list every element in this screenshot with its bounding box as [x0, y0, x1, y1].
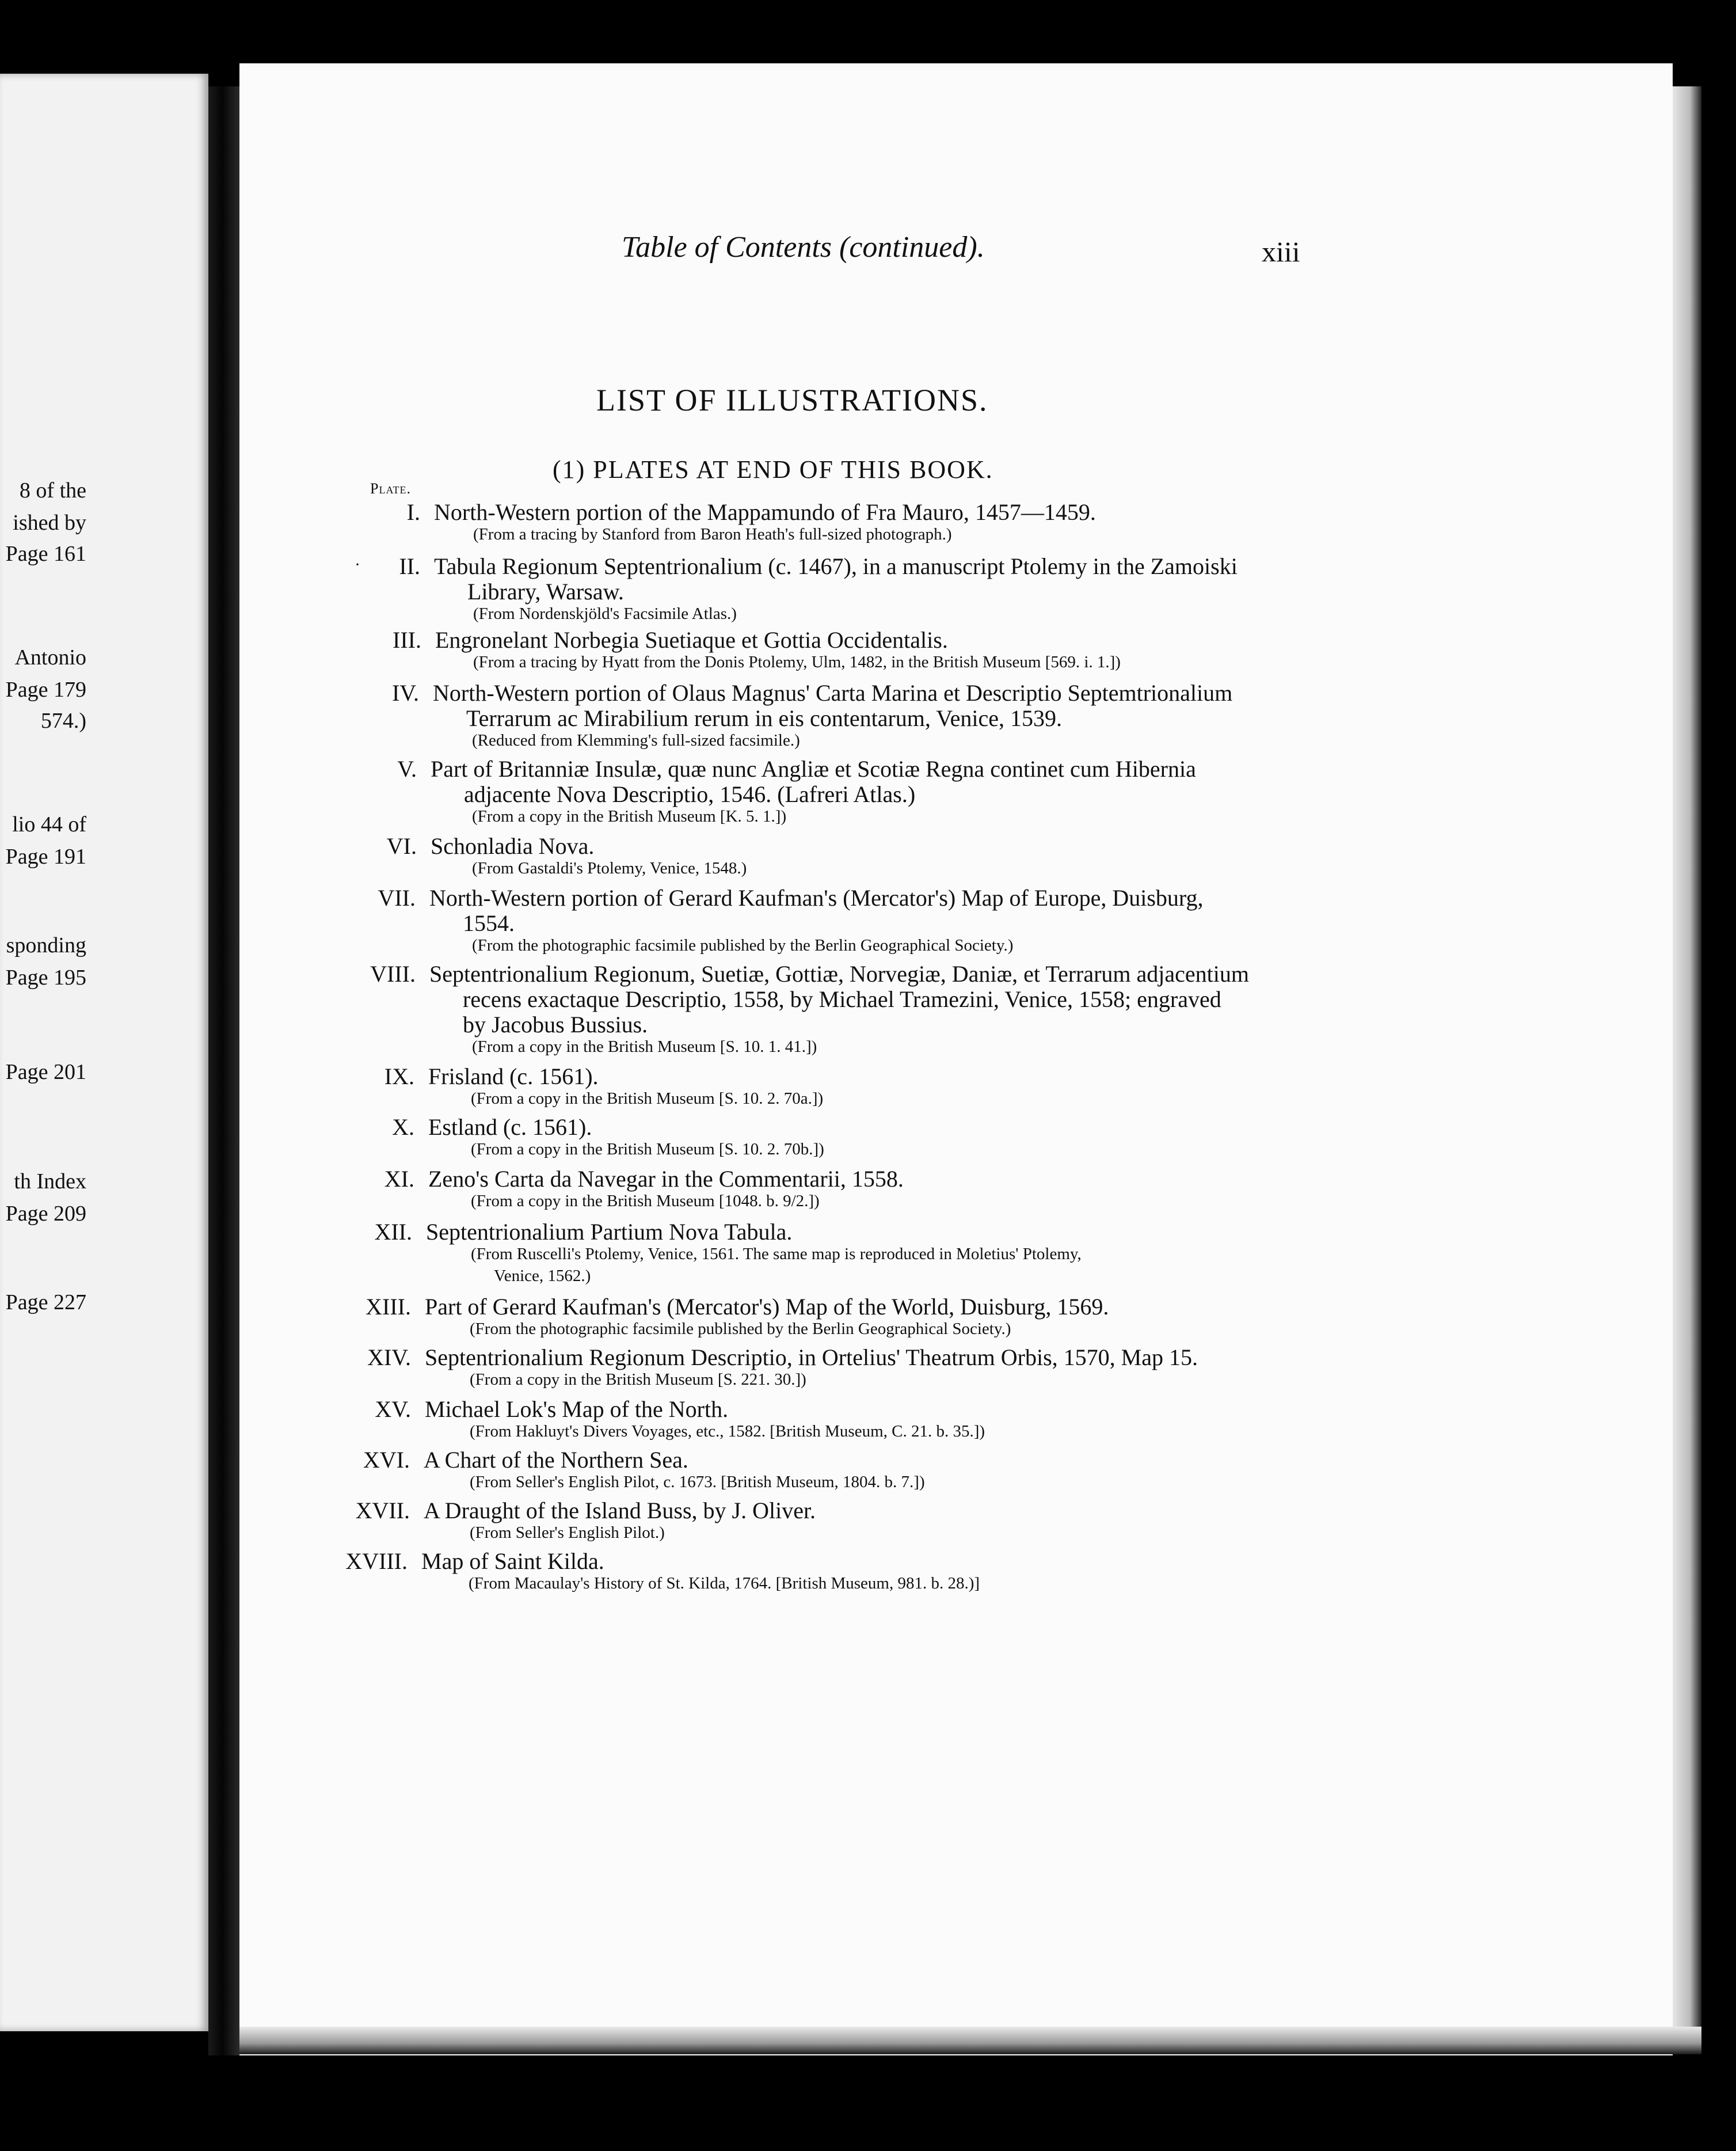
plate-source-note: (From a tracing by Stanford from Baron Heath's full-sized photograph.): [473, 525, 952, 544]
left-page-line: Page 201: [5, 1060, 86, 1084]
plate-title-line: Map of Saint Kilda.: [421, 1548, 604, 1574]
left-page-line: Page 195: [5, 966, 86, 990]
plate-number: XII.: [374, 1219, 412, 1245]
plate-title-line: North-Western portion of Olaus Magnus' Carta Marina et Descriptio Septemtrionalium: [433, 680, 1233, 706]
plate-title-line: recens exactaque Descriptio, 1558, by Michael Tramezini, Venice, 1558; engraved: [463, 986, 1221, 1012]
plate-title-line: Frisland (c. 1561).: [428, 1063, 599, 1089]
plate-title-line: Zeno's Carta da Navegar in the Commentarii, 1558.: [428, 1166, 904, 1192]
plate-title-line: by Jacobus Bussius.: [463, 1012, 648, 1038]
plate-number: XIII.: [366, 1294, 411, 1320]
plate-source-note: (From Macaulay's History of St. Kilda, 1764. [British Museum, 981. b. 28.)]: [469, 1574, 980, 1593]
left-page-line: ished by: [13, 511, 86, 535]
page-edge-bottom: [239, 2027, 1701, 2054]
plate-title-line: A Chart of the Northern Sea.: [424, 1447, 688, 1473]
plate-source-note: (From Seller's English Pilot, c. 1673. [British Museum, 1804. b. 7.]): [470, 1473, 925, 1491]
plate-title-line: 1554.: [463, 910, 515, 936]
plate-source-note: (From a copy in the British Museum [S. 10. 1. 41.]): [472, 1038, 817, 1056]
plate-title-line: Septentrionalium Regionum, Suetiæ, Gottiæ, Norvegiæ, Daniæ, et Terrarum adjacentium: [429, 961, 1250, 987]
left-page-line: Antonio: [14, 645, 86, 670]
left-page-edge: [0, 74, 208, 2031]
page-number: xiii: [1262, 235, 1300, 268]
margin-mark: ·: [355, 555, 360, 574]
plate-number: VI.: [386, 833, 417, 859]
plate-number: V.: [397, 756, 417, 782]
plate-number: XI.: [384, 1166, 414, 1192]
plate-source-note: (From the photographic facsimile published by the Berlin Geographical Society.): [470, 1320, 1011, 1338]
plate-number: XVI.: [363, 1447, 410, 1473]
plate-source-note: (From a tracing by Hyatt from the Donis Ptolemy, Ulm, 1482, in the British Museum [569. i. 1.]): [473, 653, 1121, 671]
plate-number: VII.: [378, 885, 416, 911]
left-page-line: 574.): [40, 709, 86, 733]
plate-number: XVIII.: [345, 1548, 408, 1574]
plate-title-line: Part of Britanniæ Insulæ, quæ nunc Angliæ et Scotiæ Regna continet cum Hibernia: [431, 756, 1196, 782]
left-page-line: Page 191: [5, 845, 86, 869]
plate-number: VIII.: [370, 961, 416, 987]
left-page-line: Page 161: [5, 542, 86, 566]
plate-title-line: Library, Warsaw.: [467, 579, 624, 605]
plate-number: XIV.: [367, 1344, 411, 1370]
plate-source-note: (From a copy in the British Museum [K. 5. 1.]): [472, 807, 787, 826]
left-page-text: [0, 74, 208, 2031]
plate-source-note: (From a copy in the British Museum [S. 10. 2. 70b.]): [471, 1140, 824, 1158]
running-header-title: Table of Contents (continued).: [622, 231, 985, 264]
plate-source-note: (From Ruscelli's Ptolemy, Venice, 1561. The same map is reproduced in Moletius' Ptolemy,: [471, 1245, 1082, 1263]
plate-number: X.: [392, 1114, 414, 1140]
plate-title-line: Schonladia Nova.: [431, 833, 595, 859]
left-page-line: lio 44 of: [12, 812, 86, 837]
plate-title-line: North-Western portion of the Mappamundo of Fra Mauro, 1457—1459.: [434, 499, 1096, 525]
plate-title-line: adjacente Nova Descriptio, 1546. (Lafreri Atlas.): [464, 781, 916, 807]
plate-source-note: Venice, 1562.): [494, 1267, 591, 1285]
right-page: [239, 63, 1673, 2055]
left-page-line: th Index: [14, 1169, 86, 1194]
left-page-line: Page 179: [5, 678, 86, 702]
plate-title-line: Septentrionalium Regionum Descriptio, in Ortelius' Theatrum Orbis, 1570, Map 15.: [425, 1344, 1198, 1370]
left-page-line: Page 209: [5, 1202, 86, 1226]
plate-number: III.: [393, 627, 421, 653]
plate-number: IX.: [384, 1063, 414, 1089]
plate-column-label: Plate.: [370, 480, 411, 497]
plate-source-note: (From Nordenskjöld's Facsimile Atlas.): [473, 605, 737, 623]
plate-title-line: A Draught of the Island Buss, by J. Oliver.: [424, 1498, 816, 1523]
plate-title-line: Tabula Regionum Septentrionalium (c. 1467), in a manuscript Ptolemy in the Zamoiski: [434, 553, 1238, 579]
plate-title-line: Engronelant Norbegia Suetiaque et Gottia Occidentalis.: [435, 627, 948, 653]
plate-title-line: Terrarum ac Mirabilium rerum in eis contentarum, Venice, 1539.: [466, 705, 1063, 731]
plate-source-note: (From the photographic facsimile published by the Berlin Geographical Society.): [472, 936, 1014, 955]
plate-source-note: (From Seller's English Pilot.): [470, 1523, 665, 1542]
page-edge-right: [1673, 86, 1701, 2032]
plate-title-line: North-Western portion of Gerard Kaufman's (Mercator's) Map of Europe, Duisburg,: [429, 885, 1204, 911]
plate-source-note: (From a copy in the British Museum [S. 221. 30.]): [470, 1370, 806, 1389]
plate-number: XVII.: [355, 1498, 410, 1523]
plate-number: II.: [399, 553, 420, 579]
subsection-heading: (1) PLATES AT END OF THIS BOOK.: [553, 455, 993, 484]
left-page-line: sponding: [6, 933, 86, 957]
plate-number: IV.: [391, 680, 419, 706]
plate-title-line: Estland (c. 1561).: [428, 1114, 592, 1140]
plate-title-line: Septentrionalium Partium Nova Tabula.: [426, 1219, 793, 1245]
section-heading: LIST OF ILLUSTRATIONS.: [596, 383, 988, 417]
plate-source-note: (From a copy in the British Museum [1048. b. 9/2.]): [471, 1192, 820, 1210]
plate-source-note: (From Hakluyt's Divers Voyages, etc., 1582. [British Museum, C. 21. b. 35.]): [470, 1422, 985, 1441]
plate-source-note: (Reduced from Klemming's full-sized facsimile.): [472, 731, 800, 750]
plate-number: I.: [406, 499, 420, 525]
plate-source-note: (From a copy in the British Museum [S. 10. 2. 70a.]): [471, 1089, 824, 1108]
plate-number: XV.: [375, 1396, 411, 1422]
plate-source-note: (From Gastaldi's Ptolemy, Venice, 1548.): [472, 859, 747, 877]
left-page-line: Page 227: [5, 1290, 86, 1314]
plate-title-line: Michael Lok's Map of the North.: [425, 1396, 729, 1422]
left-page-line: 8 of the: [19, 478, 86, 503]
plate-title-line: Part of Gerard Kaufman's (Mercator's) Map of the World, Duisburg, 1569.: [425, 1294, 1109, 1320]
